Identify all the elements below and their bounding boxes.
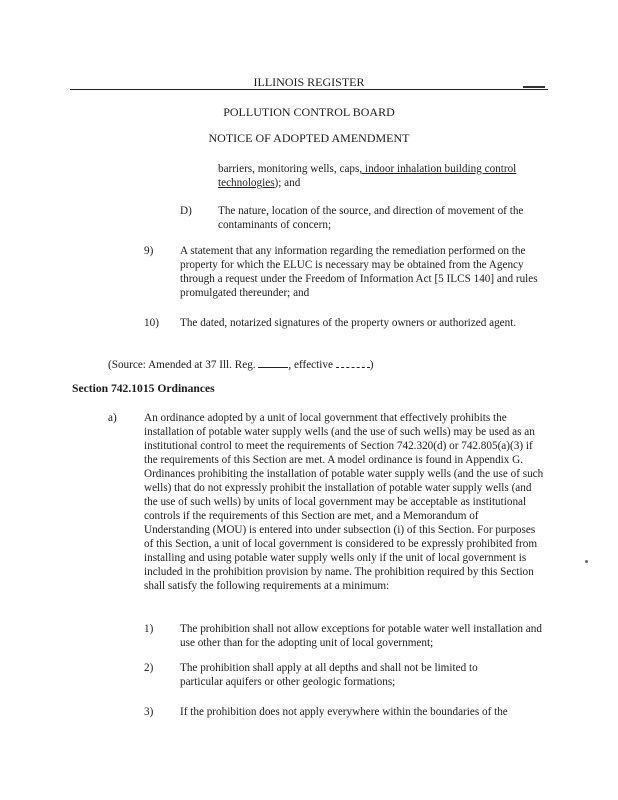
notice-title: NOTICE OF ADOPTED AMENDMENT — [208, 131, 410, 145]
para-a-label: a) — [108, 412, 117, 424]
sub-3-text: If the prohibition does not apply everywhere within the boundaries of the — [180, 706, 508, 718]
corner-mark — [523, 86, 545, 88]
para-a-text: An ordinance adopted by a unit of local government that effectively prohibits the installation of potable water supply wells (and the use of such wells) may be used as an institutional control to meet the requirements of Section 742.320(d) or 742.805(a)(3) if the requirements of this Section are met. A model ordinance is found in Appendix G. Ordinances prohibiting the installation of potable water supply wells (and the use of such wells) that do not expressly prohibit the installation of potable water supply wells (and the use of such wells) by units of local government may be acceptable as institutional controls if the requirements of this Section are met, and a Memorandum of Understanding (MOU) is entered into under subsection (i) of this Section. For purposes of this Section, a unit of local government is considered to be expressly prohibited from installing and using potable water supply wells only if the unit of local government is included in the prohibition provision by name. The prohibition required by this Section shall satisfy the following requirements at a minimum: — [144, 412, 544, 592]
item-10-label: 10) — [144, 317, 159, 329]
item-9-text: A statement that any information regarding the remediation performed on the property for which the ELUC is necessary may be obtained from the Agency through a request under the Freedom of Information Act [5 ILCS 140] and rules promulgated thereunder; and — [180, 245, 538, 299]
source-date-blank — [336, 357, 370, 368]
source-prefix: (Source: Amended at 37 Ill. Reg. — [108, 359, 259, 371]
item-d-label: D) — [180, 205, 192, 217]
sub-1-label: 1) — [144, 623, 154, 635]
sub-2-text: The prohibition shall apply at all depths and shall not be limited to particular aquifers or other geologic formations; — [180, 662, 478, 688]
header-rule — [70, 89, 548, 90]
sub-2-label: 2) — [144, 662, 154, 674]
source-note — [108, 357, 528, 372]
item-9-label: 9) — [144, 245, 154, 257]
continuation-text — [218, 162, 548, 190]
sub-3-label: 3) — [144, 706, 154, 718]
agency-title: POLLUTION CONTROL BOARD — [223, 105, 395, 119]
scan-speck — [585, 560, 588, 563]
source-volume-blank — [258, 357, 288, 368]
register-title: ILLINOIS REGISTER — [253, 75, 365, 89]
item-d-text: The nature, location of the source, and direction of movement of the contaminants of concern; — [218, 205, 524, 231]
continuation-after: ); and — [274, 177, 301, 189]
source-suffix: ) — [369, 359, 374, 371]
continuation-underlined: , indoor inhalation building control technologies — [218, 163, 517, 189]
continuation-before: barriers, monitoring wells, caps — [218, 163, 360, 175]
source-middle: , effective — [288, 359, 336, 371]
item-10-text: The dated, notarized signatures of the property owners or authorized agent. — [180, 317, 517, 329]
sub-1-text: The prohibition shall not allow exceptions for potable water well installation and use other than for the adopting unit of local government; — [180, 623, 542, 649]
section-title: Section 742.1015 Ordinances — [72, 382, 215, 395]
